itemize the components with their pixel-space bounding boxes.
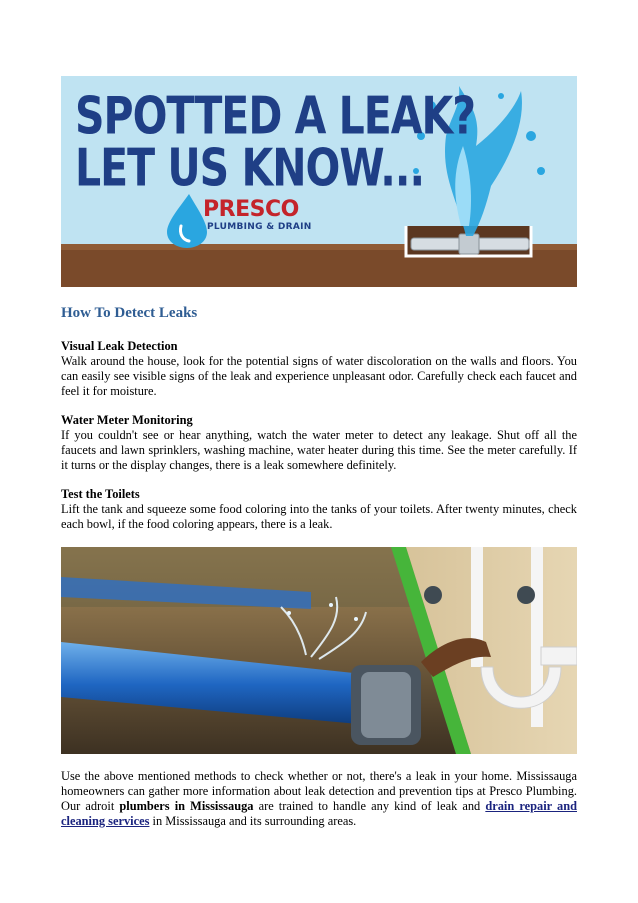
closing-bold-phrase: plumbers in Mississauga (119, 799, 254, 813)
section-water-meter (61, 413, 577, 473)
section-body: Lift the tank and squeeze some food coloring into the tanks of your toilets. After twenty minutes, check each bowl, if the food coloring appears, there is a leak. (61, 502, 577, 531)
section-body: If you couldn't see or hear anything, watch the water meter to detect any leakage. Shut off all the faucets and lawn sprinklers, washing machine, water heater during this time. See the meter carefully. If it turns or the display changes, there is a leak somewhere definitely. (61, 428, 577, 472)
leak-photo-collage (61, 547, 577, 754)
brand-logo-name: PRESCO (203, 197, 299, 222)
page-heading: How To Detect Leaks (61, 305, 198, 321)
section-visual-detection (61, 339, 577, 399)
leak-photo-illustration (61, 547, 577, 754)
section-title: Test the Toilets (61, 487, 140, 501)
promo-banner (61, 76, 577, 287)
closing-text-part2: are trained to handle any kind of leak and (253, 799, 486, 813)
closing-text (61, 769, 577, 829)
section-title: Visual Leak Detection (61, 339, 178, 353)
section-toilets (61, 487, 577, 532)
section-title: Water Meter Monitoring (61, 413, 193, 427)
banner-headline-1: SPOTTED A LEAK? (75, 86, 476, 146)
section-body: Walk around the house, look for the potential signs of water discoloration on the walls and floors. You can easily see visible signs of the leak and experience unpleasant odor. Carefully check each faucet and feel it for moisture. (61, 354, 577, 398)
closing-text-part3: in Mississauga and its surrounding areas. (149, 814, 357, 828)
banner-headline-2: LET US KNOW... (75, 138, 425, 198)
closing-paragraph (61, 769, 577, 829)
drain-repair-link[interactable]: drain repair and cleaning services (61, 799, 577, 828)
brand-logo-subtitle: PLUMBING & DRAIN (207, 222, 312, 232)
closing-text-part1: Use the above mentioned methods to check whether or not, there's a leak in your home. Mississauga homeowners can gather more information about leak detection and prevention tips at Presco Plumbing. Our adroit (61, 769, 577, 813)
